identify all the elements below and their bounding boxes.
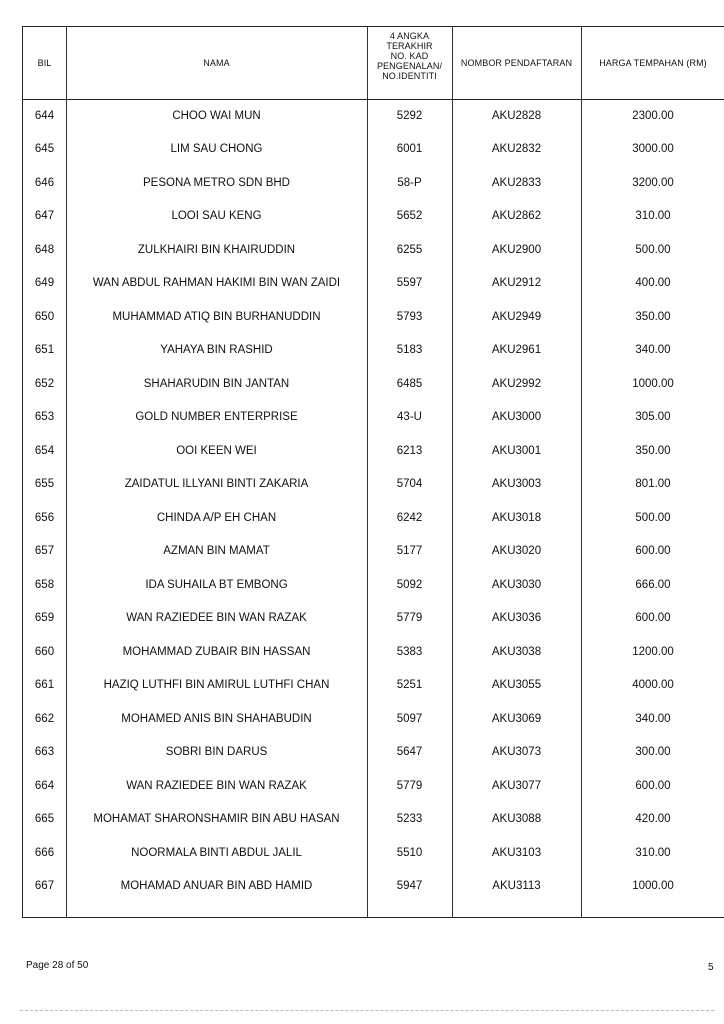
cell-id-number: 5251	[396, 679, 423, 691]
cell-nama: GOLD NUMBER ENTERPRISE	[135, 411, 298, 423]
cell-nama: WAN RAZIEDEE BIN WAN RAZAK	[126, 612, 307, 624]
header-nama: NAMA	[203, 58, 230, 68]
cell-nombor-pendaftaran: AKU3020	[491, 545, 542, 557]
cell-nombor-pendaftaran: AKU2862	[491, 210, 542, 222]
cell-nama: MOHAMMAD ZUBAIR BIN HASSAN	[122, 645, 311, 658]
header-id-line: NO.IDENTITI	[382, 71, 437, 81]
table-row	[23, 635, 724, 668]
cell-harga-tempahan: 500.00	[635, 511, 671, 524]
cell-nama: LOOI SAU KENG	[171, 210, 262, 222]
cell-id-number: 6213	[396, 444, 423, 457]
cell-bil: 663	[34, 746, 55, 758]
header-harga-tempahan: HARGA TEMPAHAN (RM)	[599, 58, 707, 68]
cell-nombor-pendaftaran: AKU3018	[491, 511, 542, 524]
cell-harga-tempahan: 1200.00	[632, 645, 674, 658]
table-row	[23, 669, 724, 702]
cell-bil: 658	[34, 578, 55, 591]
cell-nama: ZULKHAIRI BIN KHAIRUDDIN	[137, 243, 296, 256]
cell-bil: 664	[34, 779, 55, 792]
cell-nombor-pendaftaran: AKU3103	[491, 846, 542, 859]
cell-id-number: 5183	[396, 344, 423, 356]
cell-bil: 661	[34, 679, 55, 691]
table-row	[23, 736, 724, 769]
cell-harga-tempahan: 666.00	[635, 578, 671, 591]
cell-id-number: 5647	[396, 746, 423, 758]
cell-id-number: 6001	[396, 143, 423, 155]
table-row	[23, 334, 724, 367]
cell-nombor-pendaftaran: AKU3088	[491, 813, 542, 825]
header-id-line: 4 ANGKA TERAKHIR	[386, 31, 433, 51]
cell-bil: 651	[34, 344, 55, 356]
cell-bil: 665	[34, 813, 55, 825]
cell-nombor-pendaftaran: AKU2949	[491, 310, 542, 323]
cell-nama: WAN ABDUL RAHMAN HAKIMI BIN WAN ZAIDI	[92, 277, 341, 289]
cell-nama: WAN RAZIEDEE BIN WAN RAZAK	[126, 779, 307, 792]
table-row	[23, 99, 724, 132]
cell-nama: AZMAN BIN MAMAT	[163, 545, 270, 557]
cell-nama: SOBRI BIN DARUS	[165, 746, 268, 758]
cell-nama: HAZIQ LUTHFI BIN AMIRUL LUTHFI CHAN	[103, 679, 330, 691]
cell-harga-tempahan: 600.00	[635, 779, 671, 792]
cell-harga-tempahan: 600.00	[635, 545, 671, 557]
cell-nama: MOHAMAD ANUAR BIN ABD HAMID	[120, 880, 313, 892]
cell-nama: YAHAYA BIN RASHID	[160, 344, 273, 356]
table-row	[23, 367, 724, 400]
cell-nama: MOHAMED ANIS BIN SHAHABUDIN	[121, 712, 312, 725]
cell-bil: 645	[34, 143, 55, 155]
cell-harga-tempahan: 340.00	[635, 712, 671, 725]
table-row	[23, 568, 724, 601]
cell-nombor-pendaftaran: AKU3003	[491, 478, 542, 490]
cell-nama: OOI KEEN WEI	[176, 444, 257, 457]
table-row	[23, 769, 724, 802]
table-row	[23, 870, 724, 903]
table-row	[23, 434, 724, 467]
cell-bil: 659	[34, 612, 55, 624]
cell-bil: 653	[34, 411, 55, 423]
cell-nombor-pendaftaran: AKU3069	[491, 712, 542, 725]
cell-nombor-pendaftaran: AKU2961	[491, 344, 542, 356]
cell-nombor-pendaftaran: AKU2900	[491, 243, 542, 256]
cell-harga-tempahan: 3000.00	[632, 143, 674, 155]
cell-id-number: 5510	[396, 846, 423, 859]
cell-id-number: 5779	[396, 779, 423, 792]
page-number: 5	[708, 962, 714, 973]
cell-bil: 660	[34, 645, 55, 658]
cell-harga-tempahan: 350.00	[635, 444, 671, 457]
table-row	[23, 267, 724, 300]
cell-nombor-pendaftaran: AKU3073	[491, 746, 542, 758]
cell-bil: 656	[34, 511, 55, 524]
cell-bil: 655	[34, 478, 55, 490]
cell-nama: MOHAMAT SHARONSHAMIR BIN ABU HASAN	[93, 813, 340, 825]
cell-id-number: 5704	[396, 478, 423, 490]
table-row	[23, 702, 724, 735]
cell-harga-tempahan: 1000.00	[632, 377, 674, 390]
cell-bil: 662	[34, 712, 55, 725]
cell-harga-tempahan: 310.00	[635, 846, 671, 859]
table-row	[23, 501, 724, 534]
cell-nama: CHINDA A/P EH CHAN	[156, 511, 277, 524]
cell-harga-tempahan: 305.00	[635, 411, 671, 423]
cell-id-number: 5652	[396, 210, 423, 222]
cell-nama: NOORMALA BINTI ABDUL JALIL	[131, 846, 302, 859]
cell-nombor-pendaftaran: AKU3077	[491, 779, 542, 792]
cell-bil: 650	[34, 310, 55, 323]
cell-harga-tempahan: 340.00	[635, 344, 671, 356]
cell-nombor-pendaftaran: AKU3113	[492, 880, 541, 892]
cell-bil: 666	[34, 846, 55, 859]
header-nombor-pendaftaran: NOMBOR PENDAFTARAN	[460, 58, 573, 68]
cell-harga-tempahan: 3200.00	[632, 176, 674, 189]
cell-nombor-pendaftaran: AKU2832	[491, 143, 542, 155]
header-bil: BIL	[37, 58, 52, 68]
cell-harga-tempahan: 300.00	[635, 746, 671, 758]
table-row	[23, 300, 724, 333]
cell-id-number: 6242	[396, 511, 423, 524]
table-row	[23, 803, 724, 836]
cell-nama: ZAIDATUL ILLYANI BINTI ZAKARIA	[124, 478, 309, 490]
table-row	[23, 133, 724, 166]
cell-id-number: 6485	[396, 377, 423, 390]
table-row	[23, 401, 724, 434]
page-label: Page 28 of 50	[26, 960, 89, 971]
cell-bil: 646	[34, 176, 55, 189]
cell-bil: 648	[34, 243, 55, 256]
table-row	[23, 233, 724, 266]
header-id-line: PENGENALAN/	[376, 61, 443, 71]
table-row	[23, 836, 724, 869]
table-row	[23, 535, 724, 568]
cell-id-number: 5233	[396, 813, 423, 825]
cell-id-number: 5292	[396, 109, 423, 122]
cell-harga-tempahan: 500.00	[635, 243, 671, 256]
cell-id-number: 5092	[396, 578, 423, 591]
header-id-number	[367, 27, 452, 99]
registration-table	[22, 26, 724, 918]
cell-bil: 652	[34, 377, 55, 390]
cell-bil: 649	[34, 277, 55, 289]
cell-id-number: 5779	[396, 612, 423, 624]
cell-nombor-pendaftaran: AKU3036	[491, 612, 542, 624]
cell-bil: 657	[34, 545, 55, 557]
cell-harga-tempahan: 400.00	[635, 277, 671, 289]
cell-id-number: 5383	[396, 645, 423, 658]
cell-id-number: 58-P	[397, 176, 422, 189]
cell-harga-tempahan: 310.00	[635, 210, 671, 222]
cell-id-number: 5177	[396, 545, 423, 557]
cell-harga-tempahan: 2300.00	[632, 109, 674, 122]
cell-nombor-pendaftaran: AKU3001	[491, 444, 542, 457]
header-id-line: NO. KAD	[390, 51, 429, 61]
cell-nama: PESONA METRO SDN BHD	[143, 176, 290, 189]
cell-bil: 644	[34, 109, 55, 122]
cell-nama: MUHAMMAD ATIQ BIN BURHANUDDIN	[112, 310, 321, 323]
cell-harga-tempahan: 801.00	[635, 478, 671, 490]
cell-nombor-pendaftaran: AKU2912	[491, 277, 542, 289]
cell-nombor-pendaftaran: AKU3038	[491, 645, 542, 658]
cell-nombor-pendaftaran: AKU3030	[491, 578, 542, 591]
cell-harga-tempahan: 600.00	[635, 612, 671, 624]
cell-id-number: 43-U	[397, 411, 422, 423]
cell-nombor-pendaftaran: AKU3055	[491, 679, 542, 691]
cell-nama: IDA SUHAILA BT EMBONG	[145, 578, 288, 591]
cell-bil: 667	[34, 880, 55, 892]
cell-nombor-pendaftaran: AKU3000	[491, 411, 542, 423]
cell-id-number: 5097	[396, 712, 423, 725]
scan-artifact-line	[20, 1010, 714, 1011]
cell-id-number: 6255	[396, 243, 423, 256]
cell-nama: CHOO WAI MUN	[172, 109, 261, 122]
cell-id-number: 5947	[396, 880, 423, 892]
cell-nama: SHAHARUDIN BIN JANTAN	[143, 377, 290, 390]
cell-nombor-pendaftaran: AKU2833	[491, 176, 542, 189]
cell-bil: 654	[34, 444, 55, 457]
table-row	[23, 468, 724, 501]
cell-harga-tempahan: 4000.00	[632, 679, 674, 691]
cell-bil: 647	[34, 210, 55, 222]
cell-nombor-pendaftaran: AKU2992	[491, 377, 542, 390]
table-row	[23, 166, 724, 199]
cell-harga-tempahan: 350.00	[635, 310, 671, 323]
cell-nama: LIM SAU CHONG	[170, 143, 263, 155]
table-row	[23, 602, 724, 635]
cell-harga-tempahan: 1000.00	[632, 880, 674, 892]
cell-id-number: 5597	[396, 277, 423, 289]
cell-harga-tempahan: 420.00	[635, 813, 671, 825]
cell-nombor-pendaftaran: AKU2828	[491, 109, 542, 122]
cell-id-number: 5793	[396, 310, 423, 323]
table-row	[23, 200, 724, 233]
